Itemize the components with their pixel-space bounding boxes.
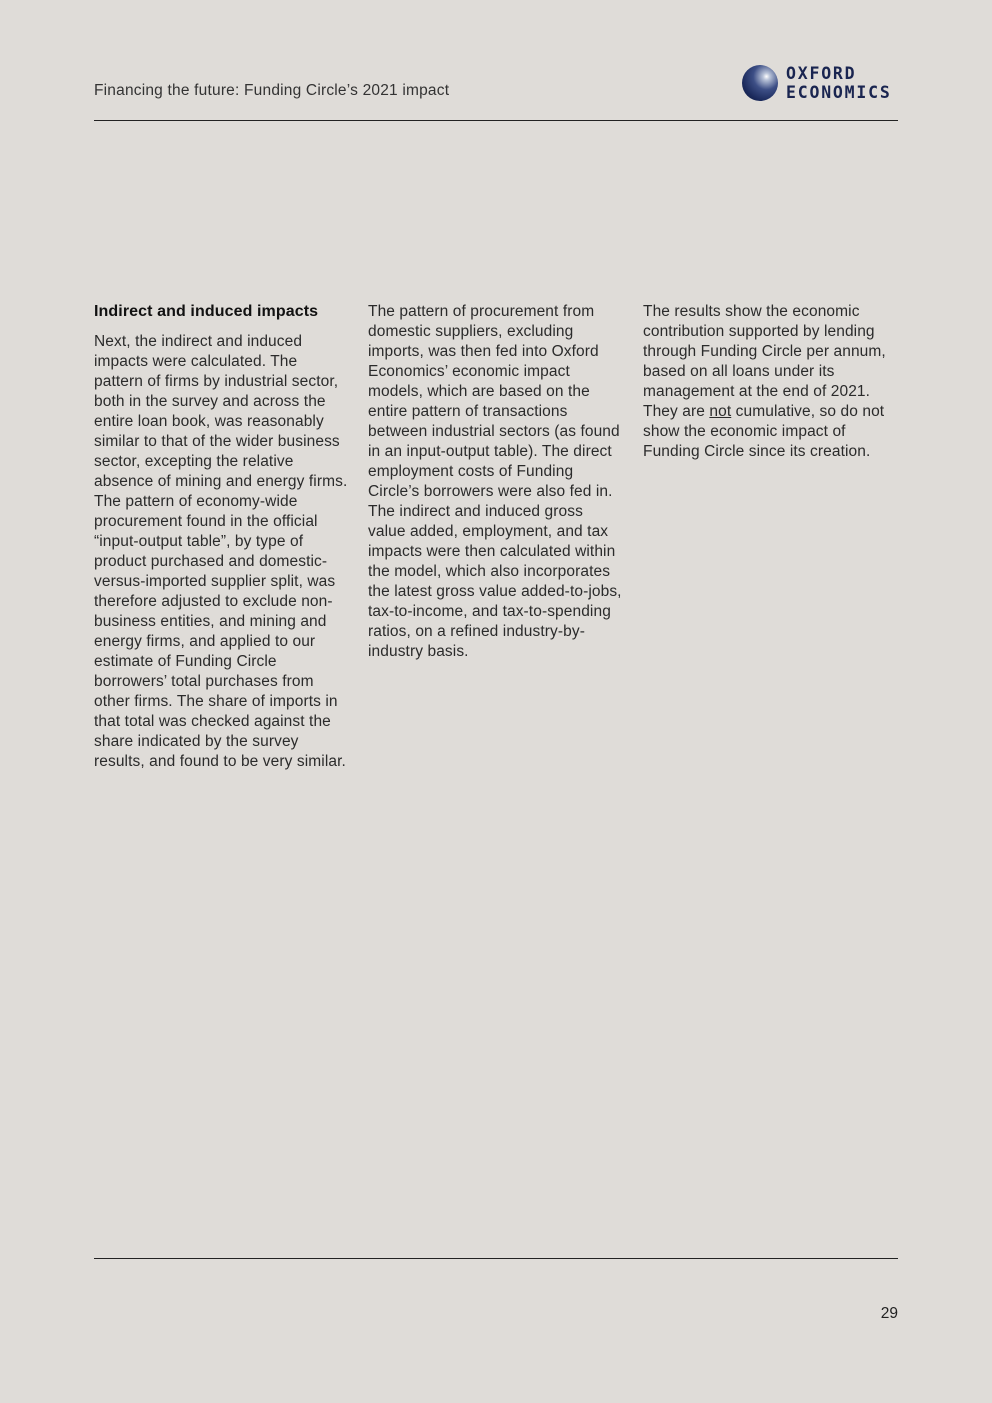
page-number: 29	[880, 1305, 898, 1322]
results-text-before: The results show the economic contribution supported by lending through Funding Circle per annum, based on all loans under its management at the end of 2021. They are	[643, 303, 886, 420]
emphasis-not: not	[709, 403, 732, 420]
globe-icon	[742, 65, 778, 101]
header-divider	[94, 120, 898, 121]
logo-line-1: OXFORD	[786, 64, 857, 83]
oxford-economics-logo	[742, 64, 892, 102]
logo-wordmark	[786, 64, 892, 102]
results-text-after: cumulative, so do not show the economic impact of Funding Circle since its creation.	[643, 403, 885, 460]
logo-line-2: ECONOMICS	[786, 83, 892, 102]
text-column-2	[368, 302, 624, 662]
paragraph-results	[643, 302, 899, 462]
text-column-1	[94, 302, 350, 772]
paragraph-procurement: The pattern of procurement from domestic suppliers, excluding imports, was then fed into Oxford Economics’ economic impact models, which are based on the entire pattern of transactions between industrial sectors (as found in an input-output table). The direct employment costs of Funding Circle’s borrowers were also fed in. The indirect and induced gross value added, employment, and tax impacts were then calculated within the model, which also incorporates the latest gross value added-to-jobs, tax-to-income, and tax-to-spending ratios, on a refined industry-by-industry basis.	[368, 303, 622, 660]
footer-divider	[94, 1258, 898, 1259]
section-heading: Indirect and induced impacts	[94, 303, 319, 320]
paragraph-indirect-impacts: Next, the indirect and induced impacts were calculated. The pattern of firms by industrial sector, both in the survey and across the entire loan book, was reasonably similar to that of the wider business sector, excepting the relative absence of mining and energy firms. The pattern of economy-wide procurement found in the official “input-output table”, by type of product purchased and domestic-versus-imported supplier split, was therefore adjusted to exclude non-business entities, and mining and energy firms, and applied to our estimate of Funding Circle borrowers’ total purchases from other firms. The share of imports in that total was checked against the share indicated by the survey results, and found to be very similar.	[94, 333, 348, 770]
document-title: Financing the future: Funding Circle’s 2021 impact	[94, 82, 450, 99]
text-column-3	[643, 302, 899, 462]
